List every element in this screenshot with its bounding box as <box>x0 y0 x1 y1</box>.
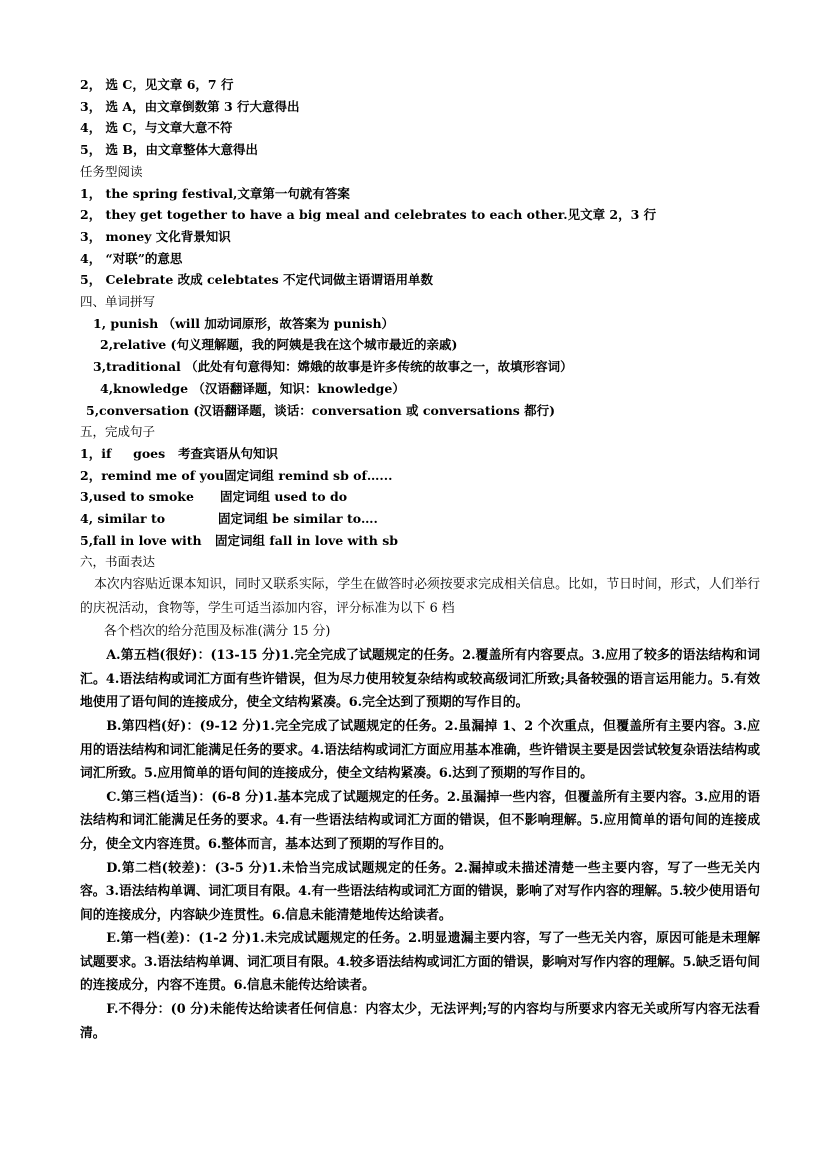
spelling-answer-4: 4,knowledge （汉语翻译题，知识：knowledge） <box>100 380 405 396</box>
answer-document <box>80 74 760 1045</box>
criteria-level-e: E.第一档(差)：(1-2 分)1.未完成试题规定的任务。2.明显遗漏主要内容，写了一些无关内容，原因可能是未理解试题要求。3.语法结构单调、词汇项目有限。4.较多语法结构或词汇方面的错误，影响对写作内容的理解。5.缺乏语句间的连接成分，内容不连贯。6.信息未能传达给读者。 <box>80 931 760 994</box>
sentence-answer-1 <box>80 443 760 465</box>
reading-answer-2: 2， 选 C，见文章 6，7 行 <box>80 77 234 92</box>
task-reading-title: 任务型阅读 <box>80 163 143 179</box>
sentence-answer-text: 5,fall in love with <box>80 532 202 548</box>
sentence-answer-text: 3,used to smoke <box>80 489 194 505</box>
sentences-section <box>80 421 760 551</box>
criteria-level-f: F.不得分：(0 分)未能传达给读者任何信息：内容太少，无法评判;写的内容均与所要求内容无关或所写内容无法看清。 <box>80 1002 760 1041</box>
sentence-answer-text: 4, similar to <box>80 511 166 527</box>
spelling-answer-1: 1, punish （will 加动词原形，故答案为 punish） <box>93 315 395 331</box>
reading-answer-3: 3， 选 A，由文章倒数第 3 行大意得出 <box>80 98 300 114</box>
criteria-level-c: C.第三档(适当)：(6-8 分)1.基本完成了试题规定的任务。2.虽漏掉一些内容，但覆盖所有主要内容。3.应用的语法结构和词汇能满足任务的要求。4.有一些语法结构或词汇方面的错误，但不影响理解。5.应用简单的语句间的连接成分，使全文内容连贯。6.整体而言，基本达到了预期的写作目的。 <box>80 789 760 852</box>
task-reading-answer-4: 4， “对联”的意思 <box>80 250 183 266</box>
sentence-note: 固定词组 used to do <box>220 489 348 505</box>
sentence-answer-4 <box>80 508 760 530</box>
spelling-title: 四、单词拼写 <box>80 294 156 310</box>
reading-answers <box>80 74 760 161</box>
task-reading-section <box>80 161 760 291</box>
task-reading-answer-5: 5， Celebrate 改成 celebtates 不定代词做主语谓语用单数 <box>80 272 434 288</box>
task-reading-answer-3: 3， money 文化背景知识 <box>80 228 231 244</box>
sentence-answer-3 <box>80 486 760 508</box>
scale-title: 各个档次的给分范围及标准(满分 15 分) <box>104 624 331 640</box>
task-reading-answer-2: 2， they get together to have a big meal and celebrates to each other.见文章 2，3 行 <box>80 207 657 223</box>
sentence-answer-2 <box>80 465 760 487</box>
sentence-answer-text: 2，remind me of you <box>80 467 225 483</box>
spelling-answer-3: 3,traditional （此处有句意得知：嫦娥的故事是许多传统的故事之一，故填形容词） <box>93 359 573 375</box>
writing-intro: 本次内容贴近课本知识，同时又联系实际，学生在做答时必须按要求完成相关信息。比如，节日时间，形式，人们举行的庆祝活动，食物等，学生可适当添加内容，评分标准为以下 6 档 <box>80 577 760 616</box>
sentence-answer-text: 1，if goes <box>80 445 166 461</box>
spelling-section <box>80 291 760 421</box>
spelling-answer-2: 2,relative (句义理解题，我的阿姨是我在这个城市最近的亲戚) <box>100 337 458 353</box>
writing-section <box>80 551 760 1045</box>
sentence-note: 考查宾语从句知识 <box>178 445 279 461</box>
writing-title: 六，书面表达 <box>80 554 156 570</box>
sentence-note: 固定词组 fall in love with sb <box>215 532 399 548</box>
reading-answer-5: 5， 选 B，由文章整体大意得出 <box>80 142 258 158</box>
criteria-level-b: B.第四档(好)：(9-12 分)1.完全完成了试题规定的任务。2.虽漏掉 1、2 个次重点，但覆盖所有主要内容。3.应用的语法结构和词汇能满足任务的要求。4.语法结构或词汇方面应用基本准确，些许错误主要是因尝试较复杂语法结构或词汇所致。5.应用简单的语句间的连接成分，使全文结构紧凑。6.达到了预期的写作目的。 <box>80 718 760 782</box>
sentence-note: 固定词组 remind sb of…... <box>224 467 393 483</box>
spelling-answer-5: 5,conversation (汉语翻译题，谈话：conversation 或 conversations 都行) <box>86 402 556 418</box>
criteria-level-a: A.第五档(很好)：(13-15 分)1.完全完成了试题规定的任务。2.覆盖所有内容要点。3.应用了较多的语法结构和词汇。4.语法结构或词汇方面有些许错误，但为尽力使用较复杂结构或较高级词汇所致;具备较强的语言运用能力。5.有效地使用了语句间的连接成分，使全文结构紧凑。6.完全达到了预期的写作目的。 <box>80 648 760 711</box>
sentences-title: 五，完成句子 <box>80 424 156 440</box>
criteria-level-d: D.第二档(较差)：(3-5 分)1.未恰当完成试题规定的任务。2.漏掉或未描述清楚一些主要内容，写了一些无关内容。3.语法结构单调、词汇项目有限。4.有一些语法结构或词汇方面的错误，影响了对写作内容的理解。5.较少使用语句间的连接成分，内容缺少连贯性。6.信息未能清楚地传达给读者。 <box>80 860 760 923</box>
sentence-note: 固定词组 be similar to…. <box>218 511 378 527</box>
reading-answer-4: 4， 选 C，与文章大意不符 <box>80 120 233 136</box>
task-reading-answer-1: 1， the spring festival,文章第一句就有答案 <box>80 185 350 201</box>
sentence-answer-5 <box>80 530 760 552</box>
